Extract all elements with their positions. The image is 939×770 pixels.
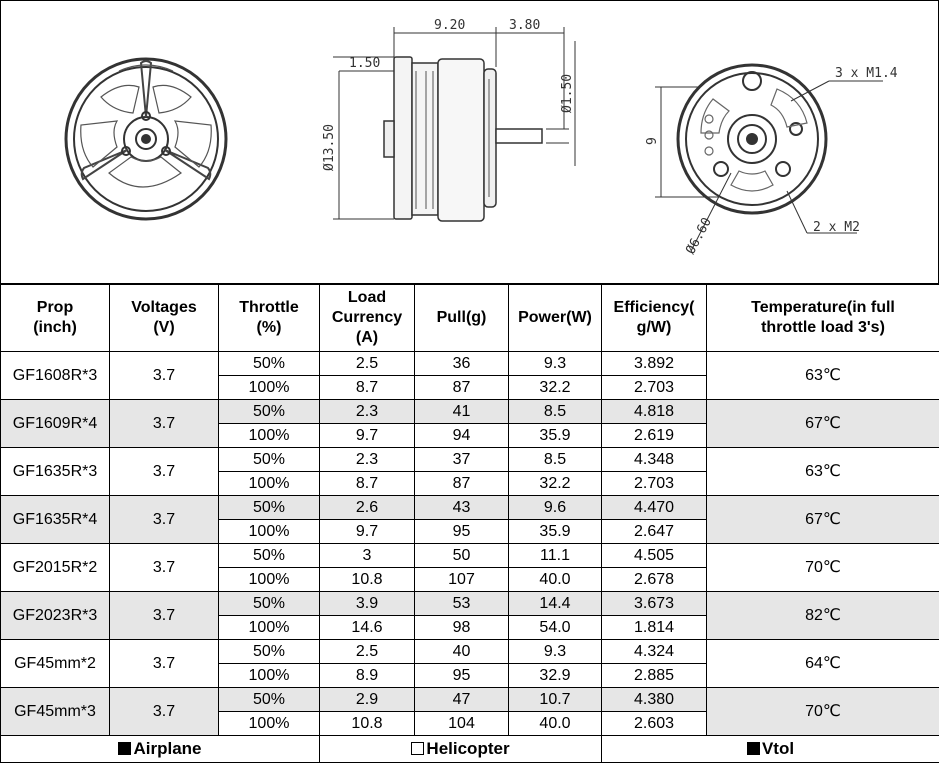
pull-cell: 40 <box>415 640 509 664</box>
table-row <box>1 544 939 568</box>
pull-cell: 94 <box>415 424 509 448</box>
efficiency-cell: 4.818 <box>602 400 707 424</box>
power-cell: 10.7 <box>509 688 602 712</box>
current-cell: 9.7 <box>320 424 415 448</box>
efficiency-cell: 2.647 <box>602 520 707 544</box>
current-cell: 8.7 <box>320 376 415 400</box>
temperature-cell: 64℃ <box>707 640 939 688</box>
throttle-cell: 50% <box>219 448 320 472</box>
dim-top-holes: 3 x M1.4 <box>835 66 898 81</box>
performance-table <box>0 284 939 763</box>
pull-cell: 95 <box>415 520 509 544</box>
vtol-label: Vtol <box>761 739 795 758</box>
efficiency-cell: 2.885 <box>602 664 707 688</box>
prop-cell: GF2023R*3 <box>1 592 110 640</box>
power-cell: 35.9 <box>509 520 602 544</box>
prop-cell: GF1635R*4 <box>1 496 110 544</box>
voltage-cell: 3.7 <box>110 448 219 496</box>
power-cell: 11.1 <box>509 544 602 568</box>
prop-cell: GF1635R*3 <box>1 448 110 496</box>
voltage-cell: 3.7 <box>110 592 219 640</box>
power-cell: 9.3 <box>509 352 602 376</box>
throttle-cell: 50% <box>219 688 320 712</box>
dim-height: 9 <box>645 137 660 145</box>
pull-cell: 41 <box>415 400 509 424</box>
efficiency-cell: 3.892 <box>602 352 707 376</box>
throttle-cell: 100% <box>219 472 320 496</box>
helicopter-label: Helicopter <box>426 739 510 758</box>
prop-cell: GF45mm*2 <box>1 640 110 688</box>
power-cell: 8.5 <box>509 400 602 424</box>
table-row <box>1 640 939 664</box>
dim-shaft-diameter: Ø1.50 <box>560 73 575 113</box>
power-cell: 8.5 <box>509 448 602 472</box>
pull-cell: 43 <box>415 496 509 520</box>
temperature-cell: 70℃ <box>707 544 939 592</box>
table-row <box>1 400 939 424</box>
dim-flange: 1.50 <box>349 56 381 71</box>
dim-hole-circle: Ø6.60 <box>683 215 715 257</box>
filled-square-icon <box>118 742 131 755</box>
throttle-cell: 100% <box>219 568 320 592</box>
throttle-cell: 100% <box>219 520 320 544</box>
current-cell: 10.8 <box>320 568 415 592</box>
voltage-cell: 3.7 <box>110 688 219 736</box>
pull-cell: 104 <box>415 712 509 736</box>
table-row <box>1 352 939 376</box>
power-cell: 40.0 <box>509 712 602 736</box>
power-cell: 54.0 <box>509 616 602 640</box>
header-temperature: Temperature(in full throttle load 3's) <box>707 285 939 352</box>
efficiency-cell: 2.703 <box>602 376 707 400</box>
voltage-cell: 3.7 <box>110 544 219 592</box>
throttle-cell: 100% <box>219 712 320 736</box>
empty-square-icon <box>411 742 424 755</box>
prop-cell: GF2015R*2 <box>1 544 110 592</box>
throttle-cell: 50% <box>219 400 320 424</box>
motor-side-view <box>384 57 542 221</box>
temperature-cell: 63℃ <box>707 352 939 400</box>
dim-bottom-holes: 2 x M2 <box>813 220 860 235</box>
power-cell: 9.3 <box>509 640 602 664</box>
power-cell: 9.6 <box>509 496 602 520</box>
efficiency-cell: 2.619 <box>602 424 707 448</box>
pull-cell: 50 <box>415 544 509 568</box>
header-throttle: Throttle (%) <box>219 285 320 352</box>
prop-cell: GF1609R*4 <box>1 400 110 448</box>
dim-shaft-length: 3.80 <box>509 18 541 33</box>
airplane-label: Airplane <box>133 739 202 758</box>
voltage-cell: 3.7 <box>110 640 219 688</box>
pull-cell: 37 <box>415 448 509 472</box>
temperature-cell: 82℃ <box>707 592 939 640</box>
pull-cell: 87 <box>415 472 509 496</box>
throttle-cell: 100% <box>219 376 320 400</box>
temperature-cell: 63℃ <box>707 448 939 496</box>
table-header-row <box>1 285 939 352</box>
current-cell: 8.7 <box>320 472 415 496</box>
throttle-cell: 50% <box>219 352 320 376</box>
current-cell: 2.5 <box>320 640 415 664</box>
current-cell: 8.9 <box>320 664 415 688</box>
filled-square-icon <box>747 742 760 755</box>
throttle-cell: 100% <box>219 664 320 688</box>
efficiency-cell: 3.673 <box>602 592 707 616</box>
power-cell: 14.4 <box>509 592 602 616</box>
current-cell: 3 <box>320 544 415 568</box>
table-row <box>1 496 939 520</box>
header-voltages: Voltages (V) <box>110 285 219 352</box>
throttle-cell: 50% <box>219 592 320 616</box>
header-power: Power(W) <box>509 285 602 352</box>
efficiency-cell: 4.470 <box>602 496 707 520</box>
voltage-cell: 3.7 <box>110 496 219 544</box>
temperature-cell: 67℃ <box>707 400 939 448</box>
footer-airplane <box>1 736 320 763</box>
dim-length: 9.20 <box>434 18 466 33</box>
throttle-cell: 50% <box>219 496 320 520</box>
throttle-cell: 100% <box>219 616 320 640</box>
motor-front-view <box>66 59 226 219</box>
prop-cell: GF45mm*3 <box>1 688 110 736</box>
current-cell: 2.5 <box>320 352 415 376</box>
power-cell: 32.9 <box>509 664 602 688</box>
power-cell: 32.2 <box>509 376 602 400</box>
current-cell: 2.6 <box>320 496 415 520</box>
motor-drawings <box>1 1 938 283</box>
efficiency-cell: 4.380 <box>602 688 707 712</box>
efficiency-cell: 4.505 <box>602 544 707 568</box>
header-prop: Prop (inch) <box>1 285 110 352</box>
pull-cell: 95 <box>415 664 509 688</box>
table-row <box>1 448 939 472</box>
efficiency-cell: 1.814 <box>602 616 707 640</box>
power-cell: 32.2 <box>509 472 602 496</box>
table-footer-row <box>1 736 939 763</box>
header-pull: Pull(g) <box>415 285 509 352</box>
efficiency-cell: 2.703 <box>602 472 707 496</box>
technical-drawing-panel <box>0 0 939 284</box>
voltage-cell: 3.7 <box>110 352 219 400</box>
efficiency-cell: 4.348 <box>602 448 707 472</box>
prop-cell: GF1608R*3 <box>1 352 110 400</box>
dim-diameter: Ø13.50 <box>322 124 337 171</box>
efficiency-cell: 4.324 <box>602 640 707 664</box>
current-cell: 10.8 <box>320 712 415 736</box>
efficiency-cell: 2.678 <box>602 568 707 592</box>
temperature-cell: 67℃ <box>707 496 939 544</box>
efficiency-cell: 2.603 <box>602 712 707 736</box>
pull-cell: 53 <box>415 592 509 616</box>
pull-cell: 98 <box>415 616 509 640</box>
power-cell: 35.9 <box>509 424 602 448</box>
table-row <box>1 592 939 616</box>
footer-helicopter <box>320 736 602 763</box>
current-cell: 2.3 <box>320 448 415 472</box>
current-cell: 2.9 <box>320 688 415 712</box>
power-cell: 40.0 <box>509 568 602 592</box>
current-cell: 2.3 <box>320 400 415 424</box>
throttle-cell: 50% <box>219 640 320 664</box>
current-cell: 9.7 <box>320 520 415 544</box>
footer-vtol <box>602 736 939 763</box>
pull-cell: 87 <box>415 376 509 400</box>
current-cell: 3.9 <box>320 592 415 616</box>
pull-cell: 47 <box>415 688 509 712</box>
table-body <box>1 352 939 736</box>
voltage-cell: 3.7 <box>110 400 219 448</box>
throttle-cell: 100% <box>219 424 320 448</box>
header-efficiency: Efficiency( g/W) <box>602 285 707 352</box>
current-cell: 14.6 <box>320 616 415 640</box>
pull-cell: 107 <box>415 568 509 592</box>
table-row <box>1 688 939 712</box>
throttle-cell: 50% <box>219 544 320 568</box>
pull-cell: 36 <box>415 352 509 376</box>
header-load-current: Load Currency (A) <box>320 285 415 352</box>
temperature-cell: 70℃ <box>707 688 939 736</box>
